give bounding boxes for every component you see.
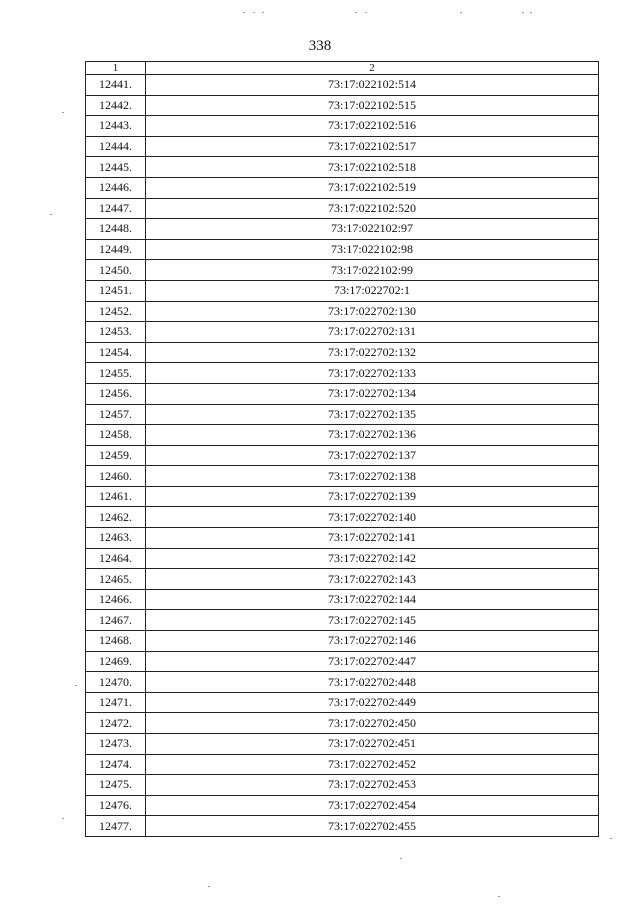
row-number-cell: 12470. [86, 672, 146, 693]
cadastral-number-cell: 73:17:022702:143 [146, 569, 599, 590]
row-number-cell: 12472. [86, 713, 146, 734]
row-number-cell: 12477. [86, 816, 146, 837]
cadastral-number-cell: 73:17:022702:140 [146, 507, 599, 528]
row-number-cell: 12462. [86, 507, 146, 528]
scan-speck [355, 12, 357, 13]
row-number-cell: 12446. [86, 177, 146, 198]
scan-speck [208, 886, 210, 887]
column-header-cadastral-number: 2 [146, 62, 599, 75]
row-number-cell: 12465. [86, 569, 146, 590]
cadastral-number-cell: 73:17:022102:515 [146, 95, 599, 116]
row-number-cell: 12452. [86, 301, 146, 322]
row-number-cell: 12454. [86, 342, 146, 363]
table-body [86, 75, 599, 837]
scan-speck [75, 685, 77, 686]
cadastral-number-cell: 73:17:022702:455 [146, 816, 599, 837]
column-header-number: 1 [86, 62, 146, 75]
table-row [86, 589, 599, 610]
cadastral-number-cell: 73:17:022702:138 [146, 466, 599, 487]
row-number-cell: 12449. [86, 239, 146, 260]
table-row [86, 754, 599, 775]
cadastral-table [85, 61, 599, 837]
cadastral-number-cell: 73:17:022702:454 [146, 795, 599, 816]
table-row [86, 672, 599, 693]
cadastral-number-cell: 73:17:022102:514 [146, 75, 599, 96]
cadastral-number-cell: 73:17:022702:447 [146, 651, 599, 672]
table-row [86, 692, 599, 713]
table-row [86, 301, 599, 322]
cadastral-number-cell: 73:17:022102:97 [146, 219, 599, 240]
table-row [86, 198, 599, 219]
cadastral-number-cell: 73:17:022702:136 [146, 425, 599, 446]
cadastral-number-cell: 73:17:022702:137 [146, 445, 599, 466]
table-row [86, 280, 599, 301]
table-row [86, 95, 599, 116]
row-number-cell: 12469. [86, 651, 146, 672]
scan-speck [498, 896, 500, 897]
scan-speck [460, 12, 462, 13]
cadastral-number-cell: 73:17:022702:451 [146, 734, 599, 755]
table-row [86, 363, 599, 384]
row-number-cell: 12444. [86, 136, 146, 157]
table-row [86, 177, 599, 198]
row-number-cell: 12476. [86, 795, 146, 816]
cadastral-number-cell: 73:17:022702:130 [146, 301, 599, 322]
cadastral-number-cell: 73:17:022102:516 [146, 116, 599, 137]
table-row [86, 466, 599, 487]
table-row [86, 260, 599, 281]
table-row [86, 713, 599, 734]
scan-speck [365, 12, 367, 13]
table-row [86, 631, 599, 652]
row-number-cell: 12447. [86, 198, 146, 219]
scan-speck [530, 12, 532, 13]
table-row [86, 342, 599, 363]
scan-speck [243, 12, 245, 13]
scan-speck [262, 12, 264, 13]
scan-speck [610, 838, 612, 839]
table-row [86, 157, 599, 178]
row-number-cell: 12456. [86, 383, 146, 404]
scan-speck [400, 858, 402, 859]
cadastral-number-cell: 73:17:022702:142 [146, 548, 599, 569]
cadastral-number-cell: 73:17:022702:131 [146, 322, 599, 343]
table-row [86, 219, 599, 240]
table-row [86, 528, 599, 549]
row-number-cell: 12445. [86, 157, 146, 178]
row-number-cell: 12453. [86, 322, 146, 343]
table-row [86, 486, 599, 507]
cadastral-number-cell: 73:17:022102:99 [146, 260, 599, 281]
table-row [86, 445, 599, 466]
cadastral-number-cell: 73:17:022102:518 [146, 157, 599, 178]
scan-speck [62, 112, 64, 113]
cadastral-number-cell: 73:17:022702:134 [146, 383, 599, 404]
table-row [86, 795, 599, 816]
cadastral-number-cell: 73:17:022702:1 [146, 280, 599, 301]
scan-speck [522, 12, 524, 13]
row-number-cell: 12459. [86, 445, 146, 466]
table-row [86, 569, 599, 590]
row-number-cell: 12464. [86, 548, 146, 569]
row-number-cell: 12473. [86, 734, 146, 755]
cadastral-number-cell: 73:17:022702:448 [146, 672, 599, 693]
row-number-cell: 12460. [86, 466, 146, 487]
cadastral-number-cell: 73:17:022702:146 [146, 631, 599, 652]
row-number-cell: 12467. [86, 610, 146, 631]
cadastral-number-cell: 73:17:022102:520 [146, 198, 599, 219]
cadastral-number-cell: 73:17:022702:144 [146, 589, 599, 610]
row-number-cell: 12443. [86, 116, 146, 137]
cadastral-number-cell: 73:17:022702:132 [146, 342, 599, 363]
row-number-cell: 12466. [86, 589, 146, 610]
row-number-cell: 12450. [86, 260, 146, 281]
table-row [86, 383, 599, 404]
row-number-cell: 12461. [86, 486, 146, 507]
row-number-cell: 12448. [86, 219, 146, 240]
table-row [86, 75, 599, 96]
row-number-cell: 12458. [86, 425, 146, 446]
table-row [86, 116, 599, 137]
scan-speck [50, 214, 52, 215]
row-number-cell: 12468. [86, 631, 146, 652]
row-number-cell: 12451. [86, 280, 146, 301]
row-number-cell: 12474. [86, 754, 146, 775]
table-row [86, 322, 599, 343]
table-row [86, 548, 599, 569]
table-row [86, 136, 599, 157]
cadastral-number-cell: 73:17:022702:141 [146, 528, 599, 549]
cadastral-number-cell: 73:17:022102:98 [146, 239, 599, 260]
table-row [86, 239, 599, 260]
table-row [86, 816, 599, 837]
table-row [86, 507, 599, 528]
table-row [86, 404, 599, 425]
row-number-cell: 12457. [86, 404, 146, 425]
row-number-cell: 12471. [86, 692, 146, 713]
row-number-cell: 12463. [86, 528, 146, 549]
cadastral-number-cell: 73:17:022702:449 [146, 692, 599, 713]
cadastral-number-cell: 73:17:022102:519 [146, 177, 599, 198]
cadastral-number-cell: 73:17:022702:135 [146, 404, 599, 425]
cadastral-number-cell: 73:17:022702:450 [146, 713, 599, 734]
page-number: 338 [308, 38, 332, 54]
cadastral-number-cell: 73:17:022102:517 [146, 136, 599, 157]
row-number-cell: 12455. [86, 363, 146, 384]
cadastral-number-cell: 73:17:022702:133 [146, 363, 599, 384]
cadastral-number-cell: 73:17:022702:452 [146, 754, 599, 775]
cadastral-number-cell: 73:17:022702:139 [146, 486, 599, 507]
cadastral-number-cell: 73:17:022702:453 [146, 775, 599, 796]
scan-speck [62, 818, 64, 819]
table-row [86, 610, 599, 631]
table-row [86, 775, 599, 796]
table-row [86, 651, 599, 672]
table-row [86, 425, 599, 446]
table-row [86, 734, 599, 755]
row-number-cell: 12475. [86, 775, 146, 796]
table-header-row [86, 62, 599, 75]
row-number-cell: 12441. [86, 75, 146, 96]
scan-speck [253, 12, 255, 13]
row-number-cell: 12442. [86, 95, 146, 116]
cadastral-number-cell: 73:17:022702:145 [146, 610, 599, 631]
